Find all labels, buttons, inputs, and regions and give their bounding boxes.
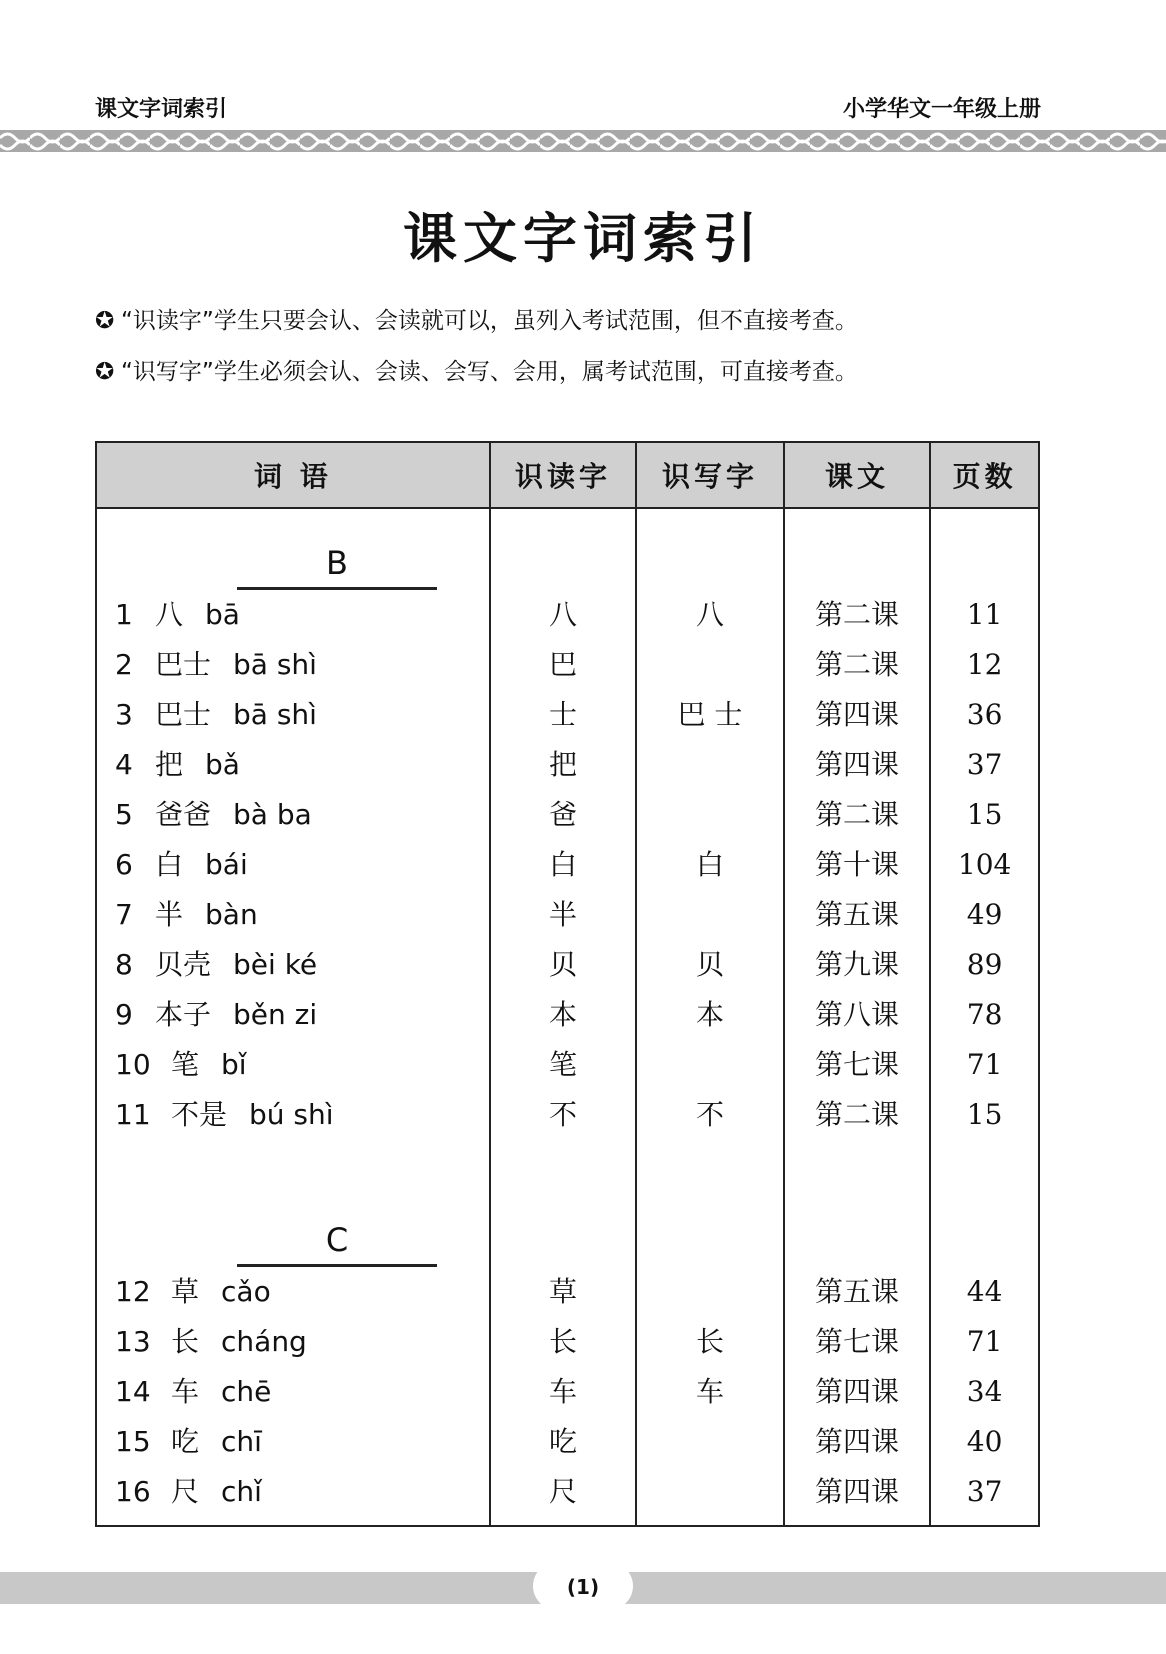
- write-char: [637, 1417, 782, 1467]
- page-ref: 49: [966, 898, 1003, 931]
- entry-word: 巴士: [155, 648, 212, 681]
- section-gap: [491, 1140, 635, 1212]
- write-char: 白: [695, 848, 724, 881]
- entry-number: 13: [115, 1325, 151, 1358]
- write-char: [637, 1040, 782, 1090]
- entry-pinyin: cháng: [221, 1325, 307, 1358]
- entry-pinyin: bèi ké: [233, 948, 318, 981]
- read-char: 车: [548, 1375, 577, 1408]
- page-ref: 36: [966, 698, 1003, 731]
- read-char: 吃: [548, 1425, 577, 1458]
- page-ref: 37: [966, 1475, 1003, 1508]
- read-char: 白: [548, 848, 577, 881]
- entry-number: 9: [115, 998, 133, 1031]
- entry-pinyin: chē: [221, 1375, 272, 1408]
- write-char: [637, 790, 782, 840]
- entry-number: 4: [115, 748, 133, 781]
- read-char: 笔: [548, 1048, 577, 1081]
- entry-word: 八: [155, 598, 184, 631]
- page-ref: 37: [966, 748, 1003, 781]
- page-ref: 11: [966, 598, 1003, 631]
- entry-pinyin: bā shì: [233, 698, 317, 731]
- col-header-write: 识写字: [636, 442, 783, 508]
- entry-pinyin: běn zi: [233, 998, 318, 1031]
- page-ref: 71: [966, 1325, 1003, 1358]
- read-column: [490, 508, 636, 1526]
- section-gap: [637, 1140, 782, 1212]
- page-ref: 40: [966, 1425, 1003, 1458]
- entry-number: 15: [115, 1425, 151, 1458]
- entry-word: 笔: [171, 1048, 200, 1081]
- read-char: 爸: [548, 798, 577, 831]
- word-entry: [97, 1267, 489, 1317]
- entry-word: 巴士: [155, 698, 212, 731]
- section-letter: B: [237, 535, 437, 590]
- lesson: 第四课: [814, 1425, 899, 1458]
- entry-number: 6: [115, 848, 133, 881]
- word-entry: [97, 940, 489, 990]
- lesson: 第八课: [814, 998, 899, 1031]
- word-entry: [97, 790, 489, 840]
- lesson: 第二课: [814, 1098, 899, 1131]
- word-entry: [97, 590, 489, 640]
- col-header-word: 词 语: [96, 442, 490, 508]
- read-char: 尺: [548, 1475, 577, 1508]
- read-char: 八: [548, 598, 577, 631]
- word-entry: [97, 740, 489, 790]
- lesson: 第九课: [814, 948, 899, 981]
- entry-word: 爸爸: [155, 798, 212, 831]
- lesson: 第二课: [814, 798, 899, 831]
- lesson: 第四课: [814, 698, 899, 731]
- write-char: 贝: [695, 948, 724, 981]
- entry-word: 白: [155, 848, 184, 881]
- lesson: 第四课: [814, 748, 899, 781]
- read-char: 半: [548, 898, 577, 931]
- entry-pinyin: bǐ: [221, 1048, 247, 1081]
- word-index-table: [95, 441, 1040, 1527]
- entry-number: 8: [115, 948, 133, 981]
- page-ref: 104: [957, 848, 1012, 881]
- write-column: [636, 508, 783, 1526]
- entry-pinyin: bà ba: [233, 798, 312, 831]
- note-text: “识读字”学生只要会认、会读就可以，虽列入考试范围，但不直接考查。: [121, 308, 858, 334]
- entry-pinyin: chǐ: [221, 1475, 262, 1508]
- page-ref: 34: [966, 1375, 1003, 1408]
- lesson: 第二课: [814, 598, 899, 631]
- lesson: 第十课: [814, 848, 899, 881]
- write-char: 本: [695, 998, 724, 1031]
- entry-word: 贝壳: [155, 948, 212, 981]
- word-column: [96, 508, 490, 1526]
- lesson-column: [784, 508, 930, 1526]
- read-char: 把: [548, 748, 577, 781]
- page-ref: 71: [966, 1048, 1003, 1081]
- col-header-page: 页数: [930, 442, 1039, 508]
- entry-number: 5: [115, 798, 133, 831]
- lesson: 第五课: [814, 898, 899, 931]
- word-entry: [97, 640, 489, 690]
- read-char: 巴: [548, 648, 577, 681]
- read-char: 草: [548, 1275, 577, 1308]
- running-header-left: 课文字词索引: [95, 97, 228, 122]
- entry-number: 16: [115, 1475, 151, 1508]
- lesson: 第七课: [814, 1048, 899, 1081]
- page-ref: 15: [966, 1098, 1003, 1131]
- lesson: 第四课: [814, 1475, 899, 1508]
- write-char: 不: [695, 1098, 724, 1131]
- lesson: 第五课: [814, 1275, 899, 1308]
- entry-pinyin: bā: [205, 598, 240, 631]
- entry-word: 不是: [171, 1098, 228, 1131]
- word-entry: [97, 690, 489, 740]
- read-char: 士: [548, 698, 577, 731]
- word-entry: [97, 1040, 489, 1090]
- entry-number: 2: [115, 648, 133, 681]
- page-ref: 78: [966, 998, 1003, 1031]
- word-entry: [97, 1090, 489, 1140]
- entry-word: 草: [171, 1275, 200, 1308]
- lesson: 第二课: [814, 648, 899, 681]
- page-ref: 15: [966, 798, 1003, 831]
- word-entry: [97, 990, 489, 1040]
- read-char: 贝: [548, 948, 577, 981]
- page-number: (1): [533, 1562, 633, 1610]
- entry-word: 吃: [171, 1425, 200, 1458]
- word-entry: [97, 1317, 489, 1367]
- read-char: 本: [548, 998, 577, 1031]
- entry-word: 本子: [155, 998, 212, 1031]
- write-char: [637, 640, 782, 690]
- page-ref: 12: [966, 648, 1003, 681]
- entry-number: 10: [115, 1048, 151, 1081]
- word-entry: [97, 840, 489, 890]
- entry-pinyin: cǎo: [221, 1275, 271, 1308]
- note-1: [95, 302, 858, 335]
- section-gap: [931, 1140, 1038, 1212]
- entry-pinyin: bàn: [205, 898, 258, 931]
- word-entry: [97, 1417, 489, 1467]
- write-char: [637, 890, 782, 940]
- entry-pinyin: chī: [221, 1425, 262, 1458]
- entry-pinyin: bú shì: [249, 1098, 334, 1131]
- write-char: 八: [695, 598, 724, 631]
- note-2: [95, 353, 858, 386]
- write-char: [637, 1467, 782, 1517]
- word-entry: [97, 1467, 489, 1517]
- write-char: 巴 士: [677, 698, 743, 731]
- note-text: “识写字”学生必须会认、会读、会写、会用，属考试范围，可直接考查。: [121, 359, 858, 385]
- read-char: 不: [548, 1098, 577, 1131]
- section-gap: [97, 1140, 489, 1212]
- entry-word: 把: [155, 748, 184, 781]
- write-char: [637, 740, 782, 790]
- page-column: [930, 508, 1039, 1526]
- page-ref: 44: [966, 1275, 1003, 1308]
- entry-number: 7: [115, 898, 133, 931]
- entry-number: 14: [115, 1375, 151, 1408]
- col-header-read: 识读字: [490, 442, 636, 508]
- entry-number: 1: [115, 598, 133, 631]
- wave-divider: [0, 130, 1166, 152]
- star-circle-icon: ✪: [95, 359, 115, 385]
- entry-pinyin: bā shì: [233, 648, 317, 681]
- star-circle-icon: ✪: [95, 308, 115, 334]
- word-entry: [97, 1367, 489, 1417]
- lesson: 第四课: [814, 1375, 899, 1408]
- entry-word: 长: [171, 1325, 200, 1358]
- entry-number: 12: [115, 1275, 151, 1308]
- section-gap: [785, 1140, 929, 1212]
- entry-pinyin: bǎ: [205, 748, 240, 781]
- col-header-lesson: 课文: [784, 442, 930, 508]
- entry-pinyin: bái: [205, 848, 248, 881]
- entry-number: 11: [115, 1098, 151, 1131]
- entry-number: 3: [115, 698, 133, 731]
- word-entry: [97, 890, 489, 940]
- page-ref: 89: [966, 948, 1003, 981]
- read-char: 长: [548, 1325, 577, 1358]
- entry-word: 尺: [171, 1475, 200, 1508]
- page-title: 课文字词索引: [403, 207, 763, 270]
- write-char: 长: [695, 1325, 724, 1358]
- section-letter: C: [237, 1212, 437, 1267]
- write-char: 车: [695, 1375, 724, 1408]
- write-char: [637, 1267, 782, 1317]
- entry-word: 车: [171, 1375, 200, 1408]
- running-header-right: 小学华文一年级上册: [842, 97, 1041, 122]
- entry-word: 半: [155, 898, 184, 931]
- lesson: 第七课: [814, 1325, 899, 1358]
